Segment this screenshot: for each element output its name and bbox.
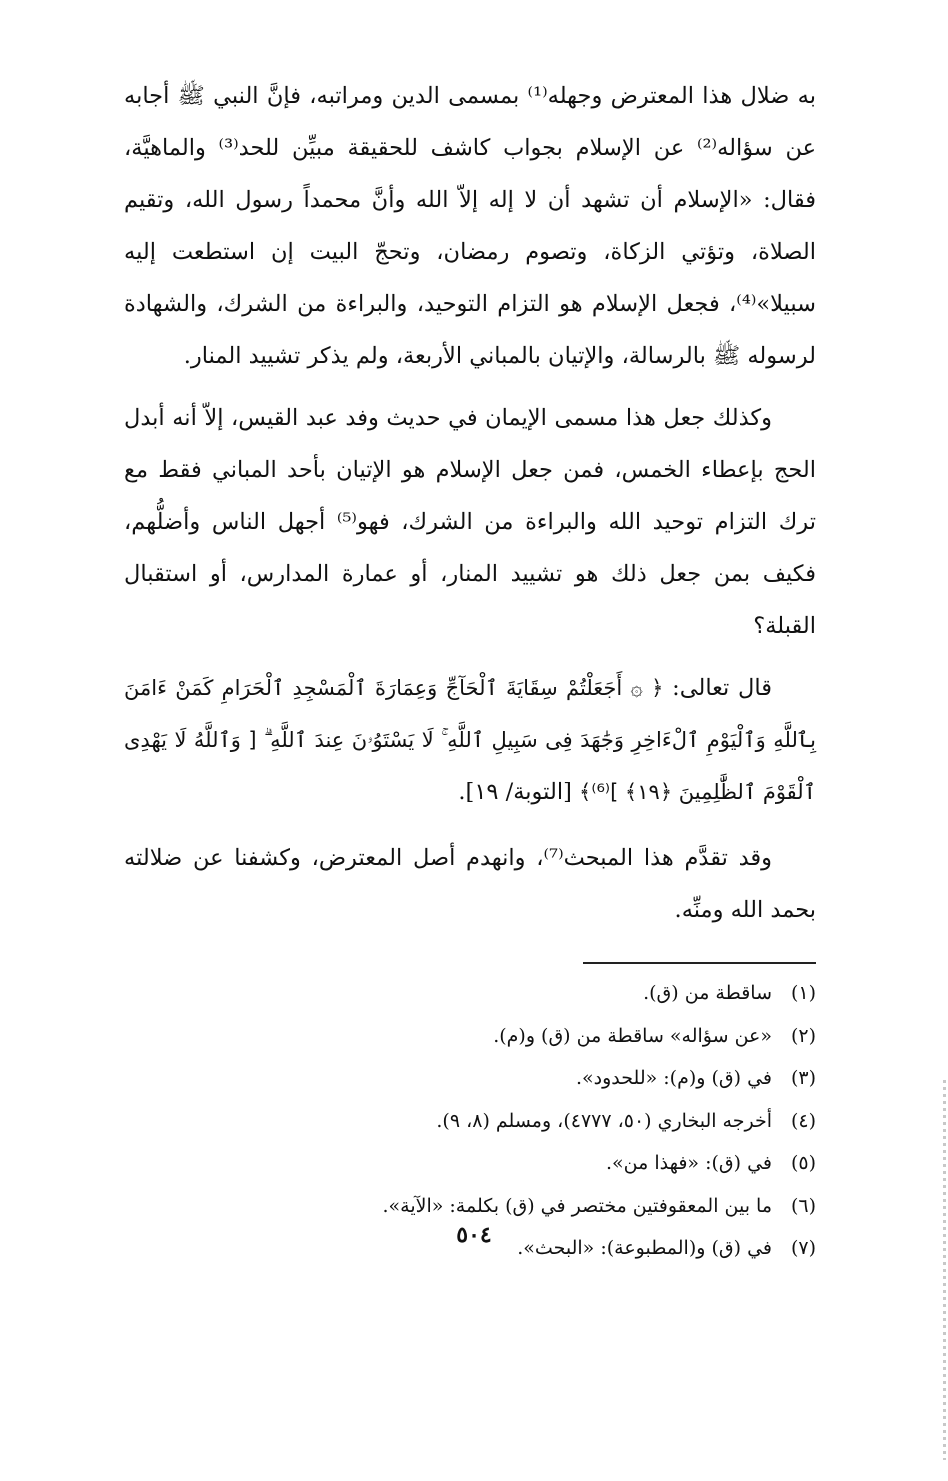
page-body	[124, 70, 816, 1270]
footnote-2	[124, 1015, 816, 1058]
footnote-text: في (ق): «فهذا من».	[605, 1152, 772, 1174]
footnote-divider	[583, 962, 816, 964]
footnote-text: ساقطة من (ق).	[643, 982, 772, 1004]
footnote-6	[124, 1185, 816, 1228]
verse-reference: [التوبة/ ١٩].	[458, 779, 580, 805]
footnote-number: (٧)	[790, 1237, 816, 1259]
paragraph-gap	[124, 652, 816, 662]
paragraph-gap	[124, 382, 816, 392]
footnote-text: في (ق) و(المطبوعة): «البحث».	[517, 1237, 772, 1259]
footnote-number: (٢)	[790, 1024, 816, 1047]
footnote-text: أخرجه البخاري (٥٠، ٤٧٧٧)، ومسلم (٨، ٩).	[436, 1109, 772, 1132]
footnote-number: (١)	[790, 982, 816, 1004]
footnote-text: ما بين المعقوفتين مختصر في (ق) بكلمة: «الآية».	[382, 1194, 772, 1217]
page-number: ٥٠٤	[456, 1222, 492, 1248]
quran-verse: ﴿ ۞ أَجَعَلْتُمْ سِقَايَةَ ٱلْحَآجِّ وَعِمَارَةَ ٱلْمَسْجِدِ ٱلْحَرَامِ كَمَنْ ءَامَنَ بِٱللَّهِ وَٱلْيَوْمِ ٱلْءَاخِرِ وَجَٰهَدَ فِى سَبِيلِ ٱللَّهِ ۚ لَا يَسْتَوُۥنَ عِندَ ٱللَّهِ ۗ [ وَٱللَّهُ لَا يَهْدِى ٱلْقَوْمَ ٱلظَّٰلِمِينَ ﴿١٩﴾ ]⁽⁶⁾﴾	[124, 676, 816, 804]
verse-intro: قال تعالى:	[663, 675, 772, 701]
paragraph-1: به ضلال هذا المعترض وجهله⁽¹⁾ بمسمى الدين ومراتبه، فإنَّ النبي ﷺ أجابه عن سؤاله⁽²⁾ عن الإسلام بجواب كاشف للحقيقة مبيِّن للحد⁽³⁾ والماهيَّة، فقال: «الإسلام أن تشهد أن لا إله إلاّ الله وأنَّ محمداً رسول الله، وتقيم الصلاة، وتؤتي الزكاة، وتصوم رمضان، وتحجّ البيت إن استطعت إليه سبيلا»⁽⁴⁾، فجعل الإسلام هو التزام التوحيد، والبراءة من الشرك، والشهادة لرسوله ﷺ بالرسالة، والإتيان بالمباني الأربعة، ولم يذكر تشييد المنار.	[124, 83, 817, 369]
paragraph-gap	[124, 818, 816, 832]
footnote-number: (٥)	[790, 1152, 816, 1174]
paragraph-2: وكذلك جعل هذا مسمى الإيمان في حديث وفد عبد القيس، إلاّ أنه أبدل الحج بإعطاء الخمس، فمن جعل الإسلام هو الإتيان بأحد المباني فقط مع ترك التزام توحيد الله والبراءة من الشرك، فهو⁽⁵⁾ أجهل الناس وأضلُّهم، فكيف بمن جعل ذلك هو تشييد المنار، أو عمارة المدارس، أو استقبال القبلة؟	[124, 405, 816, 639]
scan-edge-artifact	[943, 1080, 946, 1460]
paragraph-3	[124, 662, 816, 818]
footnote-5	[124, 1142, 816, 1185]
footnote-number: (٤)	[790, 1109, 816, 1132]
paragraph-4: وقد تقدَّم هذا المبحث⁽⁷⁾، وانهدم أصل المعترض، وكشفنا عن ضلالته بحمد الله ومنِّه.	[124, 845, 816, 923]
footnote-number: (٦)	[790, 1194, 816, 1217]
footnote-4	[124, 1100, 816, 1143]
footnote-number: (٣)	[790, 1067, 816, 1089]
footnote-1	[124, 972, 816, 1015]
footnote-text: «عن سؤاله» ساقطة من (ق) و(م).	[493, 1024, 772, 1047]
footnote-3	[124, 1057, 816, 1100]
footnote-text: في (ق) و(م): «للحدود».	[575, 1067, 772, 1089]
